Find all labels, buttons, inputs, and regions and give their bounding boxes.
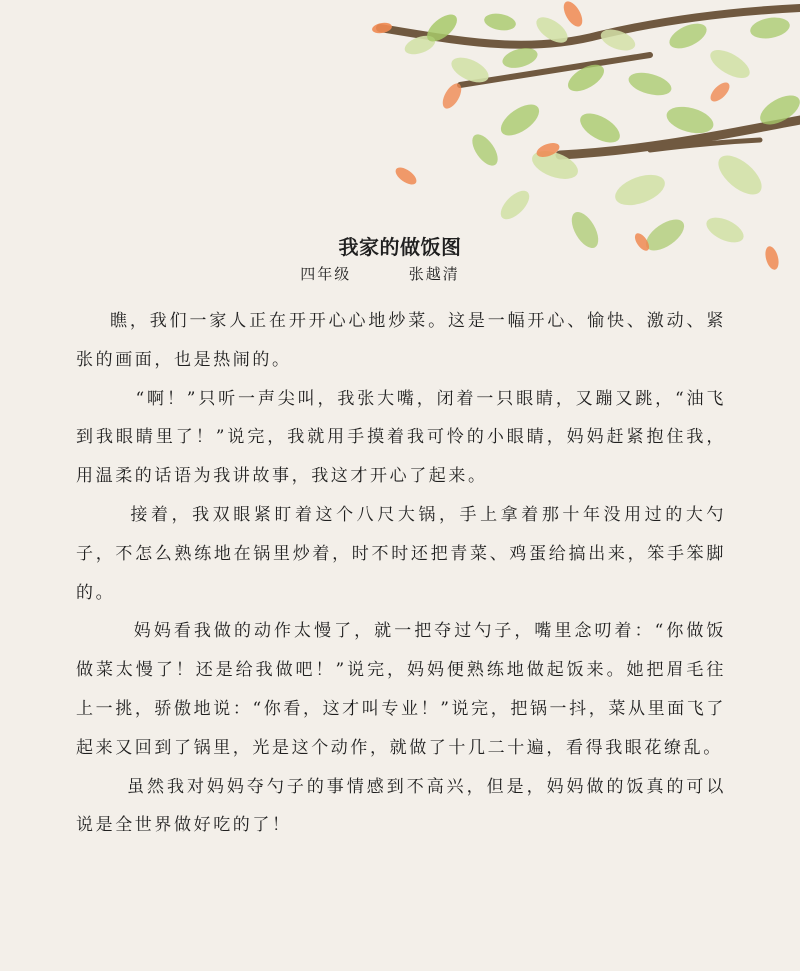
- essay-author: 张越清: [408, 265, 460, 283]
- paragraph: 瞧，我们一家人正在开开心心地炒菜。这是一幅开心、愉快、激动、紧张的画面，也是热闹的。: [76, 311, 726, 370]
- essay-body: [76, 302, 726, 845]
- essay-title: 我家的做饭图: [338, 235, 462, 260]
- essay-grade: 四年级: [300, 265, 352, 283]
- paragraph: 妈妈看我做的动作太慢了，就一把夺过勺子，嘴里念叨着：“你做饭做菜太慢了！还是给我做吧！”说完，妈妈便熟练地做起饭来。她把眉毛往上一挑，骄傲地说：“你看，这才叫专业！”说完，把锅一抖，菜从里面飞了起来又回到了锅里，光是这个动作，就做了十几二十遍，看得我眼花缭乱。: [76, 621, 726, 758]
- paragraph: “啊！”只听一声尖叫，我张大嘴，闭着一只眼睛，又蹦又跳，“油飞到我眼睛里了！”说完，我就用手摸着我可怜的小眼睛，妈妈赶紧抱住我，用温柔的话语为我讲故事，我这才开心了起来。: [76, 388, 726, 487]
- essay-meta: [0, 263, 760, 284]
- paragraph: 虽然我对妈妈夺勺子的事情感到不高兴，但是，妈妈做的饭真的可以说是全世界做好吃的了！: [76, 776, 726, 836]
- paragraph: 接着，我双眼紧盯着这个八尺大锅，手上拿着那十年没用过的大勺子，不怎么熟练地在锅里炒着，时不时还把青菜、鸡蛋给搞出来，笨手笨脚的。: [76, 504, 726, 603]
